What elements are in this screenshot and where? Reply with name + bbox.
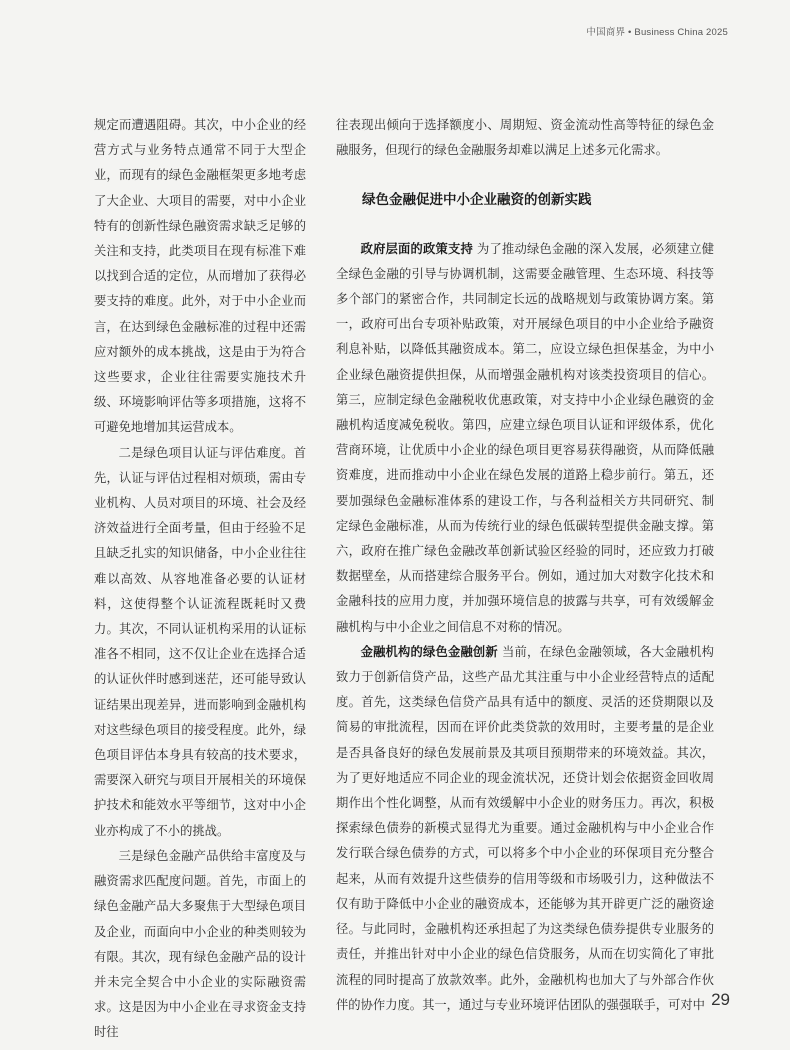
section-heading: 绿色金融促进中小企业融资的创新实践 <box>362 192 592 209</box>
paragraph-finance <box>336 640 714 1018</box>
paragraph: 往表现出倾向于选择额度小、周期短、资金流动性高等特征的绿色金融服务，但现行的绿色金融服务却难以满足上述多元化需求。 <box>336 118 714 158</box>
paragraph-body: 当前，在绿色金融领域，各大金融机构致力于创新信贷产品，这些产品尤其注重与中小企业经营特点的适配度。首先，这类绿色信贷产品具有适中的额度、灵活的还贷期限以及简易的审批流程，因而在评价此类贷款的效用时，主要考量的是企业是否具备良好的绿色发展前景及其项目预期带来的环境效益。其次，为了更好地适应不同企业的现金流状况，还贷计划会依据资金回收周期作出个性化调整，从而有效缓解中小企业的财务压力。再次，积极探索绿色债券的新模式显得尤为重要。通过金融机构与中小企业合作发行联合绿色债券的方式，可以将多个中小企业的环保项目充分整合起来，从而有效提升这些债券的信用等级和市场吸引力，这种做法不仅有助于降低中小企业的融资成本，还能够为其开辟更广泛的融资途径。与此同时，金融机构还承担起了为这类绿色债券提供专业服务的责任，并推出针对中小企业的绿色信贷服务，从而在切实简化了审批流程的同时提高了放款效率。此外，金融机构也加大了与外部合作伙伴的协作力度。其一，通过与专业环境评估团队的强强联手，可对中 <box>336 644 714 1012</box>
paragraph: 规定而遭遇阻碍。其次，中小企业的经营方式与业务特点通常不同于大型企业，而现有的绿色金融框架更多地考虑了大企业、大项目的需要，对中小企业特有的创新性绿色融资需求缺乏足够的关注和支持，此类项目在现有标准下难以找到合适的定位，从而增加了获得必要支持的难度。此外，对于中小企业而言，在达到绿色金融标准的过程中还需应对额外的成本挑战，这是由于为符合这些要求，企业往往需要实施技术升级、环境影响评估等多项措施，这将不可避免地增加其运营成本。 <box>94 118 306 435</box>
paragraph-policy <box>336 237 714 640</box>
paragraph: 三是绿色金融产品供给丰富度及与融资需求匹配度问题。首先，市面上的绿色金融产品大多聚焦于大型绿色项目及企业，而面向中小企业的种类则较为有限。其次，现有绿色金融产品的设计并未完全契合中小企业的实际融资需求。这是因为中小企业在寻求资金支持时往 <box>94 848 306 1040</box>
running-header: 中国商界 • Business China 2025 <box>586 27 728 38</box>
left-column <box>94 113 306 1046</box>
paragraph-lead: 政府层面的政策支持 <box>360 241 473 256</box>
page-number: 29 <box>711 990 730 1009</box>
paragraph-body: 为了推动绿色金融的深入发展，必须建立健全绿色金融的引导与协调机制，这需要金融管理、生态环境、科技等多个部门的紧密合作，共同制定长远的战略规划与政策协调方案。第一，政府可出台专项补贴政策，对开展绿色项目的中小企业给予融资利息补贴，以降低其融资成本。第二，应设立绿色担保基金，为中小企业绿色融资提供担保，从而增强金融机构对该类投资项目的信心。第三，应制定绿色金融税收优惠政策，对支持中小企业绿色融资的金融机构适度减免税收。第四，应建立绿色项目认证和评级体系，优化营商环境，让优质中小企业的绿色项目更容易获得融资，从而降低融资难度，进而推动中小企业在绿色发展的道路上稳步前行。第五，还要加强绿色金融标准体系的建设工作，与各利益相关方共同研究、制定绿色金融标准，从而为传统行业的绿色低碳转型提供金融支撑。第六，政府在推广绿色金融改革创新试验区经验的同时，还应致力打破数据壁垒，从而搭建综合服务平台。例如，通过加大对数字化技术和金融科技的应用力度，并加强环境信息的披露与共享，可有效缓解金融机构与中小企业之间信息不对称的情况。 <box>336 241 714 634</box>
right-column <box>336 113 714 1018</box>
paragraph: 二是绿色项目认证与评估难度。首先，认证与评估过程相对烦琐，需由专业机构、人员对项目的环境、社会及经济效益进行全面考量，但由于经验不足且缺乏扎实的知识储备，中小企业往往难以高效、从容地准备必要的认证材料，这使得整个认证流程既耗时又费力。其次，不同认证机构采用的认证标准各不相同，这不仅让企业在选择合适的认证伙伴时感到迷茫，还可能导致认证结果出现差异，进而影响到金融机构对这些绿色项目的接受程度。此外，绿色项目评估本身具有较高的技术要求，需要深入研究与项目开展相关的环境保护技术和能效水平等细节，这对中小企业亦构成了不小的挑战。 <box>94 445 306 838</box>
paragraph-lead: 金融机构的绿色金融创新 <box>360 644 498 659</box>
